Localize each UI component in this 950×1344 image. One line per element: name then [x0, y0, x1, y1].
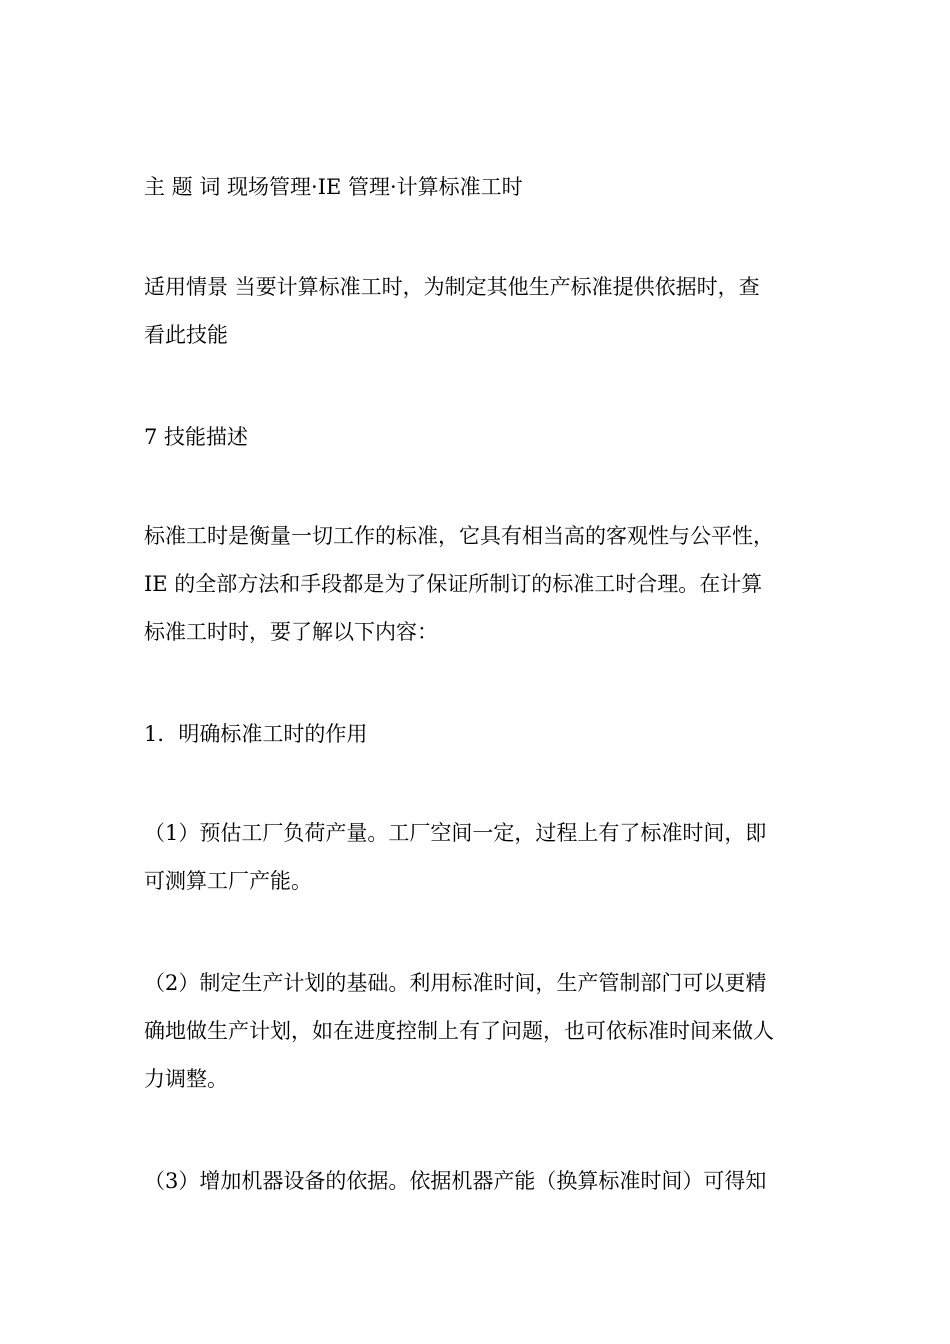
intro-paragraph	[144, 512, 809, 656]
scenario-line-2: 看此技能	[144, 323, 228, 347]
item-1-line-2: 可测算工厂产能。	[144, 869, 312, 893]
item-2-line-1: （2）制定生产计划的基础。利用标准时间，生产管制部门可以更精	[144, 971, 767, 995]
intro-line-1: 标准工时是衡量一切工作的标准，它具有相当高的客观性与公平性，	[144, 524, 774, 548]
keywords-line: 主 题 词 现场管理·IE 管理·计算标准工时	[144, 175, 523, 199]
scenario-paragraph	[144, 263, 809, 359]
item-2-line-2: 确地做生产计划，如在进度控制上有了问题，也可依标准时间来做人	[144, 1019, 774, 1043]
list-heading	[144, 710, 809, 758]
section-heading	[144, 413, 809, 461]
section-heading-text: 7 技能描述	[144, 425, 249, 449]
scenario-line-1: 适用情景 当要计算标准工时，为制定其他生产标准提供依据时，查	[144, 275, 760, 299]
intro-line-2: IE 的全部方法和手段都是为了保证所制订的标准工时合理。在计算	[144, 572, 763, 596]
item-2-paragraph	[144, 959, 809, 1103]
item-2-line-3: 力调整。	[144, 1067, 228, 1091]
keywords-paragraph	[144, 163, 809, 211]
intro-line-3: 标准工时时，要了解以下内容：	[144, 620, 438, 644]
item-1-paragraph	[144, 809, 809, 905]
item-3-paragraph	[144, 1157, 809, 1205]
item-3-line-1: （3）增加机器设备的依据。依据机器产能（换算标准时间）可得知	[144, 1169, 767, 1193]
list-heading-text: 1．明确标准工时的作用	[144, 722, 368, 746]
item-1-line-1: （1）预估工厂负荷产量。工厂空间一定，过程上有了标准时间，即	[144, 821, 767, 845]
